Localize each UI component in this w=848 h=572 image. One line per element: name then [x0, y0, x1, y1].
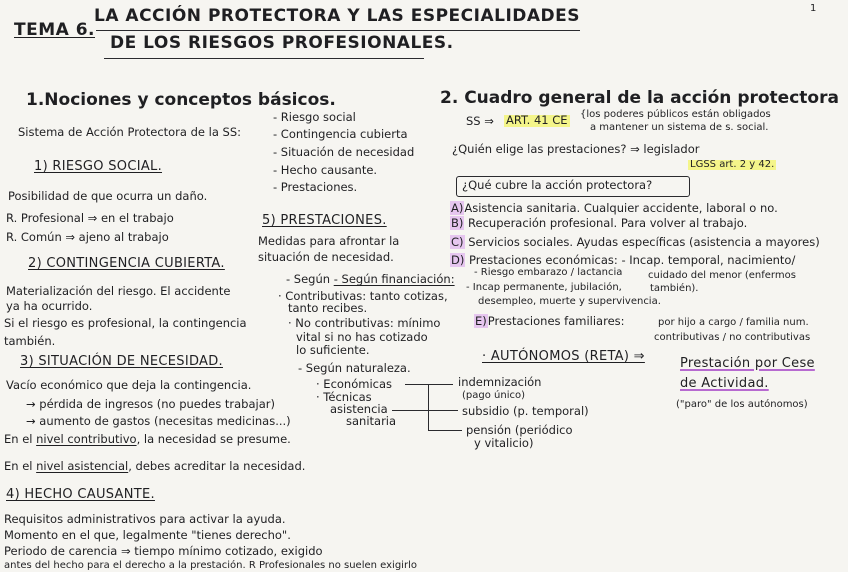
- hecho-line: Requisitos administrativos para activar la ayuda.: [4, 512, 286, 526]
- ss-prefix: SS ⇒: [466, 114, 494, 128]
- item-d-line: - Riesgo embarazo / lactancia: [474, 267, 623, 278]
- naturaleza-item: · Técnicas: [316, 390, 372, 404]
- item-d-line: cuidado del menor (enfermos: [648, 270, 796, 281]
- hecho-line: antes del hecho para el derecho a la prestación. R Profesionales no suelen exigirlo: [4, 560, 417, 571]
- no-contributivas-line: lo suficiente.: [296, 343, 370, 357]
- indemnizacion-note: (pago único): [462, 390, 525, 401]
- bracket-line: [428, 430, 462, 431]
- no-contributivas-line: vital si no has cotizado: [296, 330, 428, 344]
- riesgo-comun: R. Común ⇒ ajeno al trabajo: [6, 230, 169, 244]
- item-c: C) Servicios sociales. Ayudas específicas (asistencia a mayores): [451, 235, 820, 249]
- indemnizacion: indemnización: [458, 375, 542, 389]
- cese-actividad: de Actividad.: [680, 376, 769, 391]
- naturaleza-item: · Económicas: [316, 377, 393, 391]
- hecho-causante-heading: 4) HECHO CAUSANTE.: [6, 487, 155, 502]
- concept-list-item: - Hecho causante.: [273, 163, 378, 177]
- item-e: E)Prestaciones familiares:: [475, 314, 625, 328]
- concept-list-item: - Riesgo social: [273, 110, 356, 124]
- nivel-contributivo-line: En el nivel contributivo, la necesidad se presume.: [4, 432, 291, 446]
- contingencia-heading: 2) CONTINGENCIA CUBIERTA.: [28, 256, 225, 271]
- situacion-line: → aumento de gastos (necesitas medicinas...): [26, 414, 291, 428]
- hecho-line: Periodo de carencia ⇒ tiempo mínimo cotizado, exigido: [4, 544, 323, 558]
- naturaleza-item: sanitaria: [346, 414, 397, 428]
- section-1-heading: 1.Nociones y conceptos básicos.: [26, 90, 336, 110]
- no-contributivas-line: · No contributivas: mínimo: [288, 316, 441, 330]
- quien-elige: ¿Quién elige las prestaciones? ⇒ legislador: [452, 142, 700, 156]
- situacion-line: → pérdida de ingresos (no puedes trabajar): [26, 397, 275, 411]
- contingencia-line: también.: [4, 334, 56, 348]
- concept-list-item: - Situación de necesidad: [273, 145, 415, 159]
- naturaleza-heading: - Según naturaleza.: [298, 361, 411, 375]
- cese-actividad: Prestación por Cese: [680, 356, 815, 371]
- que-cubre-label: ¿Qué cubre la acción protectora?: [462, 178, 653, 192]
- item-d-line: - Incap permanente, jubilación,: [466, 282, 622, 293]
- pension-note: y vitalicio): [474, 436, 534, 450]
- ss-note: {los poderes públicos están obligados: [580, 109, 771, 120]
- cese-note: ("paro" de los autónomos): [676, 399, 808, 410]
- situacion-line: Vacío económico que deja la contingencia.: [6, 378, 252, 392]
- section-2-heading: 2. Cuadro general de la acción protectora: [440, 88, 839, 108]
- prestaciones-heading: 5) PRESTACIONES.: [262, 213, 387, 228]
- art-41-ce: ART. 41 CE: [506, 113, 568, 127]
- item-d-line: desempleo, muerte y supervivencia.: [478, 296, 661, 307]
- riesgo-social-heading: 1) RIESGO SOCIAL.: [34, 159, 163, 174]
- nivel-asistencial-line: En el nivel asistencial, debes acreditar la necesidad.: [4, 459, 306, 473]
- item-e-line: contributivas / no contributivas: [654, 332, 811, 343]
- item-d: D) Prestaciones económicas: - Incap. temporal, nacimiento/: [451, 253, 796, 267]
- pension: pensión (periódico: [466, 423, 573, 437]
- autonomos-heading: · AUTÓNOMOS (RETA) ⇒: [482, 349, 645, 364]
- bracket-line: [428, 384, 452, 385]
- title-underline-1: [96, 30, 580, 31]
- item-b: B) Recuperación profesional. Para volver al trabajo.: [451, 216, 748, 230]
- naturaleza-item: asistencia: [330, 402, 388, 416]
- concept-list-item: - Prestaciones.: [273, 180, 358, 194]
- contributivas-line: · Contributivas: tanto cotizas,: [278, 289, 448, 303]
- nivel-asistencial: nivel asistencial: [36, 459, 129, 473]
- lgss-articles: LGSS art. 2 y 42.: [690, 159, 775, 170]
- hecho-line: Momento en el que, legalmente "tienes derecho".: [4, 528, 291, 542]
- ss-note: a mantener un sistema de s. social.: [590, 122, 769, 133]
- item-e-line: por hijo a cargo / familia num.: [658, 317, 809, 328]
- bracket-line: [428, 410, 458, 411]
- concept-list-item: - Contingencia cubierta: [273, 127, 408, 141]
- title-line-1: LA ACCIÓN PROTECTORA Y LAS ESPECIALIDADES: [94, 6, 580, 26]
- contingencia-line: Materialización del riesgo. El accidente: [6, 284, 231, 298]
- title-underline-2: [104, 58, 424, 59]
- page-number: 1: [810, 3, 817, 14]
- prestaciones-line: Medidas para afrontar la: [258, 234, 400, 248]
- bracket-line: [392, 410, 428, 411]
- bracket-line: [428, 384, 429, 430]
- title-prefix: TEMA 6.: [14, 20, 95, 40]
- prestaciones-line: situación de necesidad.: [258, 250, 394, 264]
- subsidio: subsidio (p. temporal): [462, 404, 589, 418]
- item-d-line: también).: [650, 283, 699, 294]
- financiacion-heading: - Según - Según financiación:: [286, 272, 455, 286]
- nivel-contributivo: nivel contributivo: [36, 432, 137, 446]
- title-line-2: DE LOS RIESGOS PROFESIONALES.: [110, 33, 454, 53]
- riesgo-profesional: R. Profesional ⇒ en el trabajo: [6, 211, 174, 225]
- item-a: A)Asistencia sanitaria. Cualquier accidente, laboral o no.: [451, 201, 778, 215]
- situacion-heading: 3) SITUACIÓN DE NECESIDAD.: [20, 354, 223, 369]
- contingencia-line: Si el riesgo es profesional, la contingencia: [4, 316, 247, 330]
- contributivas-line: tanto recibes.: [288, 301, 368, 315]
- system-label: Sistema de Acción Protectora de la SS:: [18, 125, 242, 139]
- riesgo-definition: Posibilidad de que ocurra un daño.: [8, 189, 208, 203]
- contingencia-line: ya ha ocurrido.: [6, 299, 93, 313]
